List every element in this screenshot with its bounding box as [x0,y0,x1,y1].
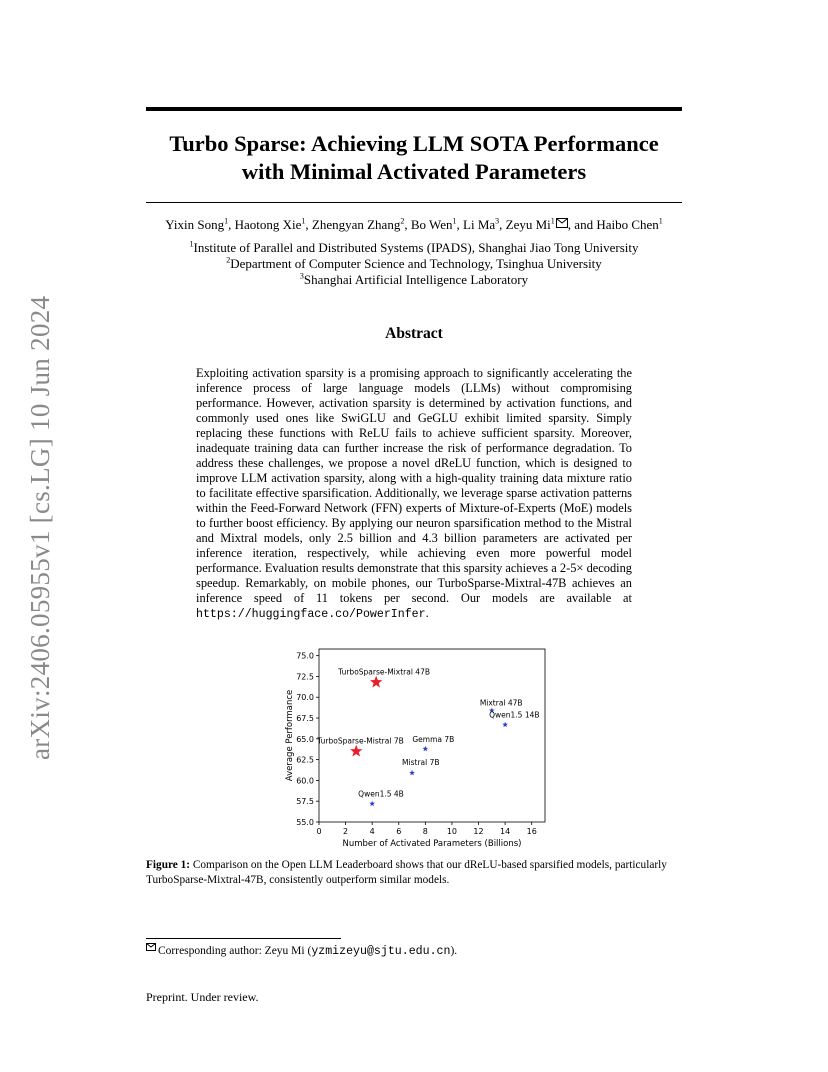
affiliations [146,240,682,288]
caption-label: Figure 1: [146,859,191,871]
data-point-star [369,801,375,806]
data-point-label: Qwen1.5 14B [489,710,540,720]
y-tick-label: 70.0 [296,693,314,703]
y-tick-label: 75.0 [296,651,314,661]
x-tick-label: 2 [343,827,349,836]
models-link[interactable]: https://huggingface.co/PowerInfer [196,608,426,621]
x-tick-label: 0 [316,827,322,836]
envelope-icon [556,218,568,228]
caption-text: Comparison on the Open LLM Leaderboard shows that our dReLU-based sparsified models, particularly TurboSparse-Mixtral-47B, consistently outperform similar models. [146,859,667,886]
x-tick-label: 4 [369,827,375,836]
author-email[interactable]: yzmizeyu@sjtu.edu.cn [311,945,451,958]
data-point-star [409,770,415,775]
abstract-heading: Abstract [385,325,443,342]
abstract-body: Exploiting activation sparsity is a promising approach to significantly accelerating the inference process of large language models (LLMs) without compromising performance. However, activation sparsity is determined by activation functions, and commonly used ones like SwiGLU and GeGLU exhibit limited sparsity. Simply replacing these functions with ReLU fails to achieve sufficient sparsity. Moreover, inadequate training data can further increase the risk of performance degradation. To address these challenges, we propose a novel dReLU function, which is designed to improve LLM activation sparsity, along with a high-quality training data mixture ratio to facilitate effective sparsification. Additionally, we leverage sparse activation patterns within the Feed-Forward Network (FFN) experts of Mixture-of-Experts (MoE) models to further boost efficiency. By applying our neuron sparsification method to the Mistral and Mixtral models, only 2.5 billion and 4.3 billion parameters are activated per inference iteration, respectively, while achieving even more powerful model performance. Evaluation results demonstrate that this sparsity achieves a 2-5× decoding speedup. Remarkably, on mobile phones, our TurboSparse-Mixtral-47B achieves an inference speed of 11 tokens per second. Our models are available at https://huggingface.co/PowerInfer. [196,366,632,621]
data-point-star [350,745,362,757]
paper-title [146,130,682,186]
data-point-label: TurboSparse-Mistral 7B [317,736,404,746]
x-tick-label: 10 [446,827,458,836]
footer-note: Preprint. Under review. [146,990,259,1004]
author: Haotong Xie$^1$ [234,216,306,232]
y-tick-label: 65.0 [296,734,314,744]
footnote: Corresponding author: Zeyu Mi (yzmizeyu@sjtu.edu.cn). [158,945,458,958]
data-point-star [423,746,429,751]
footnote-rule [146,938,341,939]
data-point-label: Qwen1.5 4B [358,789,404,799]
y-tick-label: 57.5 [296,797,314,807]
author: Zeyu Mi$^1$ [506,217,568,232]
title-line-2: with Minimal Activated Parameters [241,159,587,184]
envelope-icon [146,943,156,953]
top-rule [146,107,682,111]
figure-caption [146,858,682,888]
data-point-label: TurboSparse-Mixtral 47B [338,667,430,677]
y-tick-label: 60.0 [296,776,314,786]
data-point-label: Mixtral 47B [479,698,523,708]
affiliation: $^3$Shanghai Artificial Intelligence Laboratory [299,271,529,287]
affiliation: $^2$Department of Computer Science and Technology, Tsinghua University [226,255,602,271]
data-point-star [370,676,382,688]
data-point-label: Gemma 7B [412,734,455,744]
performance-chart [280,645,555,850]
x-tick-label: 8 [422,827,428,836]
title-line-1: Turbo Sparse: Achieving LLM SOTA Performance [169,131,659,156]
title-rule [146,202,682,203]
author: and Haibo Chen$^1$ [574,216,663,232]
author: Li Ma$^3$ [463,216,500,232]
y-tick-label: 67.5 [296,714,314,724]
y-axis-label: Average Performance [285,689,295,782]
author: Yixin Song$^1$ [165,216,229,232]
y-tick-label: 62.5 [296,755,314,765]
y-tick-label: 55.0 [296,818,314,827]
author: Zhengyan Zhang$^2$ [311,216,405,232]
affiliation: $^1$Institute of Parallel and Distributed Systems (IPADS), Shanghai Jiao Tong University [189,239,639,255]
x-tick-label: 14 [500,827,511,836]
arxiv-identifier: arXiv:2406.05955v1 [cs.LG] 10 Jun 2024 [25,295,55,760]
data-point-star [502,722,508,727]
x-axis-label: Number of Activated Parameters (Billions) [342,839,522,849]
data-point-label: Mistral 7B [402,757,440,767]
x-tick-label: 6 [396,827,402,836]
x-tick-label: 12 [473,827,484,836]
y-tick-label: 72.5 [296,672,314,682]
x-tick-label: 16 [526,827,537,836]
author: Bo Wen$^1$ [410,216,457,232]
author-list: Yixin Song$^1$, Haotong Xie$^1$, Zhengyan Zhang$^2$, Bo Wen$^1$, Li Ma$^3$, Zeyu Mi$^1$ , and Haibo Chen$^1$ [165,216,663,232]
